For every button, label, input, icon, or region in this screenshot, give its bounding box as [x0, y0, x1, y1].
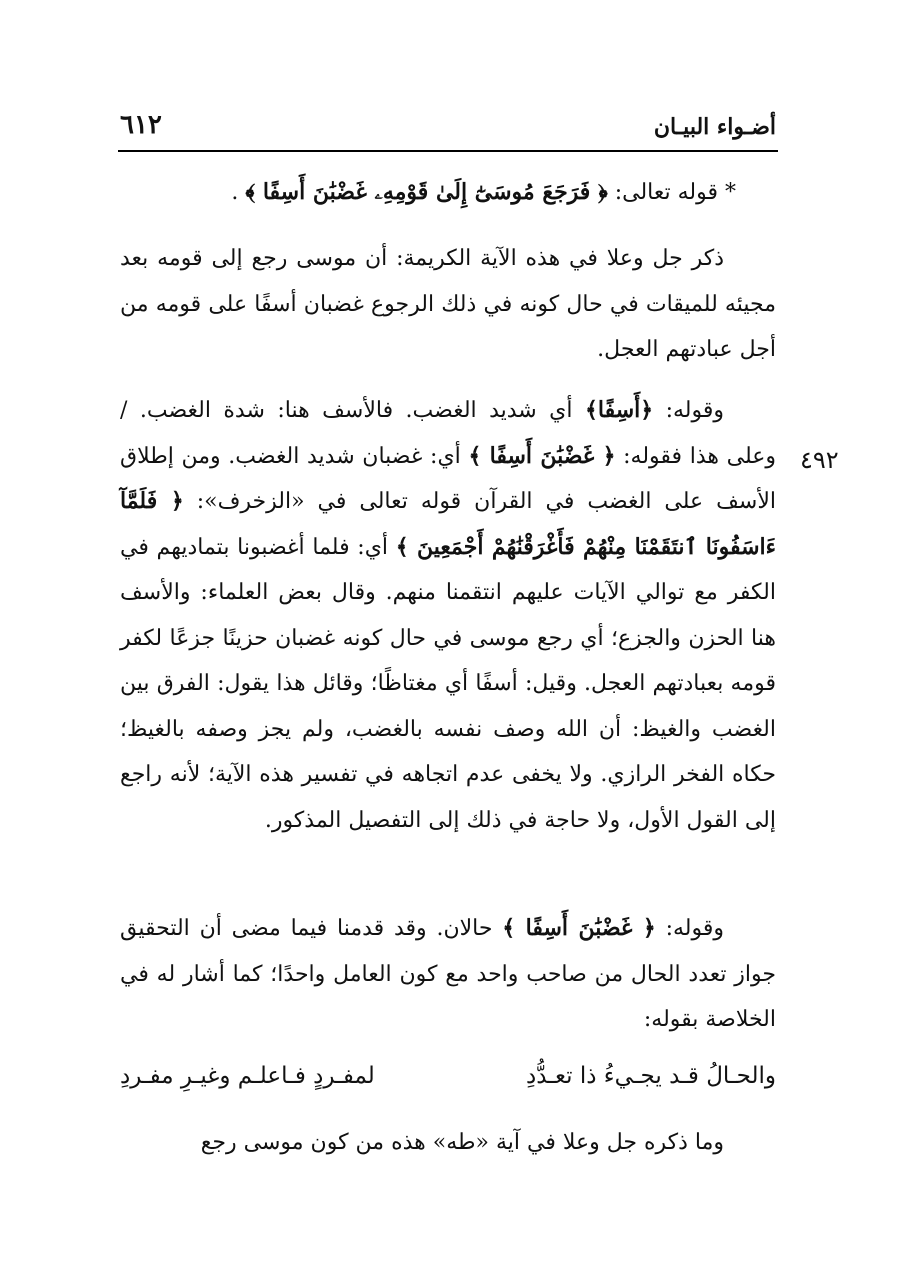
verse-quote: ﴿أَسِفًا﴾ — [584, 397, 654, 423]
heading-suffix: . — [231, 180, 246, 205]
paragraph-3: وقوله: ﴿ غَضْبَٰنَ أَسِفًا ﴾ حالان. وقد قدمنا فيما مضى أن التحقيق جواز تعدد الحال من صاحب واحد مع كون العامل واحدًا؛ كما أشار له في الخلاصة بقوله: — [120, 915, 776, 1032]
page-number: ٦١٢ — [120, 110, 162, 140]
hemistich-first: والحـالُ قـد يجـيءُ ذا تعـدُّدِ — [525, 1063, 776, 1089]
verse-quote: ﴿ فَلَمَّآ ءَاسَفُونَا ٱنتَقَمْنَا مِنْهُمْ فَأَغْرَقْنَٰهُمْ أَجْمَعِينَ ﴾ — [120, 488, 776, 560]
verse-quote: ﴿ غَضْبَٰنَ أَسِفًا ﴾ — [502, 915, 656, 941]
verse-quote: ﴿ غَضْبَٰنَ أَسِفًا ﴾ — [468, 442, 616, 469]
book-title: أضـواء البيـان — [653, 114, 776, 140]
page-header — [120, 108, 776, 148]
poetry-verse — [120, 1063, 776, 1103]
section-heading — [120, 170, 776, 216]
paragraph-1: ذكر جل وعلا في هذه الآية الكريمة: أن موسى رجع إلى قومه بعد مجيئه للميقات في حال كونه في ذلك الرجوع غضبان أسفًا على قومه من أجل عبادتهم العجل. — [120, 246, 776, 362]
header-rule — [118, 150, 778, 152]
margin-page-number: ٤٩٢ — [800, 446, 839, 474]
paragraph-2: وقوله: ﴿أَسِفًا﴾ أي شديد الغضب. فالأسف هنا: شدة الغضب. / وعلى هذا فقوله: ﴿ غَضْبَٰنَ أَسِفًا ﴾ أي: غضبان شديد الغضب. ومن إطلاق الأسف على الغضب في القرآن قوله تعالى في «الزخرف»: ﴿ فَلَمَّآ ءَاسَفُونَا ٱنتَقَمْنَا مِنْهُمْ فَأَغْرَقْنَٰهُمْ أَجْمَعِينَ ﴾ أي: فلما أغضبونا بتماديهم في الكفر مع توالي الآيات عليهم انتقمنا منهم. وقال بعض العلماء: والأسف هنا الحزن والجزع؛ أي رجع موسى في حال كونه غضبان حزينًا جزعًا لكفر قومه بعبادتهم العجل. وقيل: أسفًا أي مغتاظًا؛ وقائل هذا يقول: الفرق بين الغضب والغيظ: أن الله وصف نفسه بالغضب، ولم يجز وصفه بالغيظ؛ حكاه الفخر الرازي. ولا يخفى عدم اتجاهه في تفسير هذه الآية؛ لأنه راجع إلى القول الأول، ولا حاجة في ذلك إلى التفصيل المذكور. — [120, 397, 776, 833]
heading-verse: ﴿ فَرَجَعَ مُوسَىٰٓ إِلَىٰ قَوْمِهِۦ غَضْبَٰنَ أَسِفًا ﴾ — [245, 179, 608, 205]
heading-prefix: * قوله تعالى: — [607, 180, 736, 205]
hemistich-second: لمفـردٍ فـاعلـم وغيـرِ مفـردِ — [120, 1063, 375, 1089]
paragraph-4: وما ذكره جل وعلا في آية «طه» هذه من كون موسى رجع — [200, 1130, 724, 1155]
